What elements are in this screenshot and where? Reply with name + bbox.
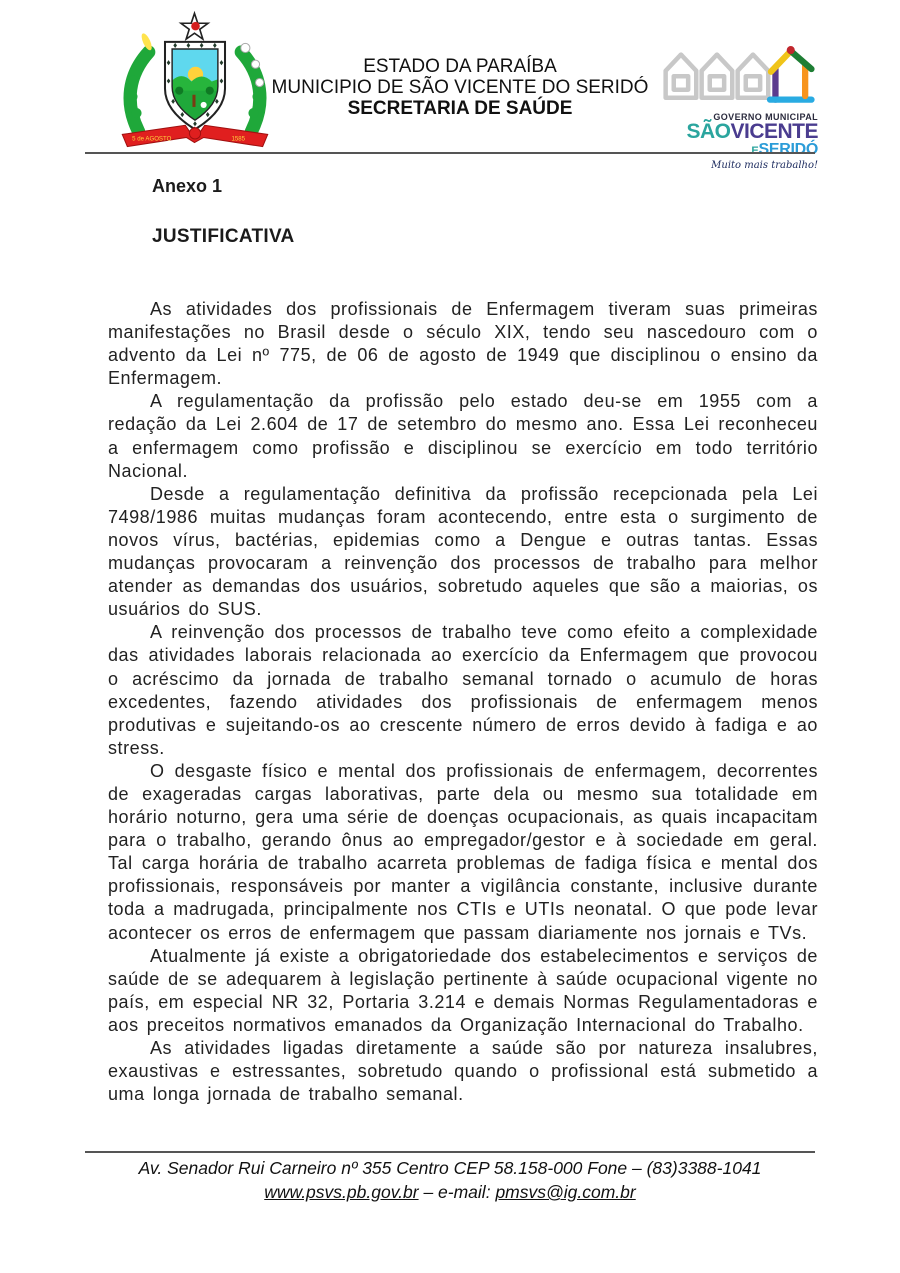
paragraphs xyxy=(108,298,818,1106)
paragraph: Desde a regulamentação definitiva da profissão recepcionada pela Lei 7498/1986 muitas mudanças foram acontecendo, entre esta o surgimento de novos vírus, bactérias, epidemias como a Dengue e outras tantas. Essas mudanças provocaram a reinvenção dos processos de trabalho para melhor atender as demandas dos usuários, sobretudo aqueles que são a maiorias, os usuários do SUS. xyxy=(108,483,818,620)
gov-logo-city-line1 xyxy=(660,122,818,142)
paragraph: Atualmente já existe a obrigatoriedade dos estabelecimentos e serviços de saúde de se adequarem à legislação pertinente à saúde ocupacional vigente no país, em especial NR 32, Portaria 3.214 e demais Normas Regulamentadoras e aos preceitos normativos emanados da Organização Internacional do Trabalho. xyxy=(108,945,818,1035)
footer-divider xyxy=(85,1151,815,1153)
gov-logo-vicente: VICENTE xyxy=(730,120,818,143)
footer-address: Av. Senador Rui Carneiro nº 355 Centro CEP 58.158-000 Fone – (83)3388-1041 xyxy=(138,1158,762,1178)
org-line-municipality: MUNICIPIO DE SÃO VICENTE DO SERIDÓ xyxy=(271,77,649,98)
org-line-department: SECRETARIA DE SAÚDE xyxy=(347,98,573,119)
paragraph: A reinvenção dos processos de trabalho teve como efeito a complexidade das atividades laborais relacionada ao exercício da Enfermagem que provocou o acréscimo da jornada de trabalho semanal tornado o acumulo de horas excedentes, fazendo atividades dos profissionais de enfermagem menos produtivas e sujeitando-os ao crescente número de erros devido à fadiga e ao stress. xyxy=(108,622,818,758)
footer-contacts xyxy=(85,1180,815,1204)
gov-logo-label: GOVERNO MUNICIPAL xyxy=(713,112,818,122)
gov-logo-city-line2 xyxy=(660,142,818,159)
footer-email-link[interactable]: pmsvs@ig.com.br xyxy=(495,1182,636,1202)
annex-label: Anexo 1 xyxy=(152,176,223,196)
gov-logo-houses-icon xyxy=(660,42,818,114)
document-body xyxy=(108,176,818,1106)
header-divider xyxy=(85,152,815,154)
paragraph: O desgaste físico e mental dos profissionais de enfermagem, decorrentes de exageradas cargas laborativas, parte dela ou mesmo sua totalidade em horário noturno, gera uma série de doenças ocupacionais, as quais incapacitam para o trabalho, gerando ônus ao empregador/gestor e à sociedade em geral. Tal carga horária de trabalho acarreta problemas de fadiga física e mental dos profissionais, responsáveis por manter a vigilância constante, inclusive durante toda a madrugada, principalmente nos CTIs e UTIs neonatal. O que pode levar acontecer os erros de enfermagem que passam diariamente nos jornais e TVs. xyxy=(108,760,818,943)
gov-logo-e: E xyxy=(751,145,759,157)
footer-email-label: – e-mail: xyxy=(423,1182,491,1202)
document-title: JUSTIFICATIVA xyxy=(152,226,295,247)
paragraph: As atividades ligadas diretamente a saúde são por natureza insalubres, exaustivas e estressantes, sobretudo quando o profissional está submetido a uma longa jornada de trabalho semanal. xyxy=(108,1038,818,1105)
coat-ribbon-left-text: 5 de AGOSTO xyxy=(132,135,172,143)
gov-logo-serido: SERIDÓ xyxy=(758,141,818,158)
org-line-state: ESTADO DA PARAÍBA xyxy=(363,56,557,77)
footer-website-link[interactable]: www.psvs.pb.gov.br xyxy=(264,1182,419,1202)
coat-ribbon-right-text: 1585 xyxy=(231,135,246,143)
paragraph: As atividades dos profissionais de Enfermagem tiveram suas primeiras manifestações no Brasil desde o século XIX, tendo seu nascedouro com o advento da Lei nº 775, de 06 de agosto de 1949 que disciplinou o ensino da Enfermagem. xyxy=(108,299,818,389)
gov-logo-sao: SÃO xyxy=(686,120,731,143)
org-title-block xyxy=(245,56,675,119)
paragraph: A regulamentação da profissão pelo estado deu-se em 1955 com a redação da Lei 2.604 de 17 de setembro do mesmo ano. Essa Lei reconheceu a enfermagem como profissão e disciplinou se exercício em todo território Nacional. xyxy=(108,391,818,481)
gov-logo-slogan: Muito mais trabalho! xyxy=(711,160,818,171)
footer xyxy=(85,1156,815,1204)
